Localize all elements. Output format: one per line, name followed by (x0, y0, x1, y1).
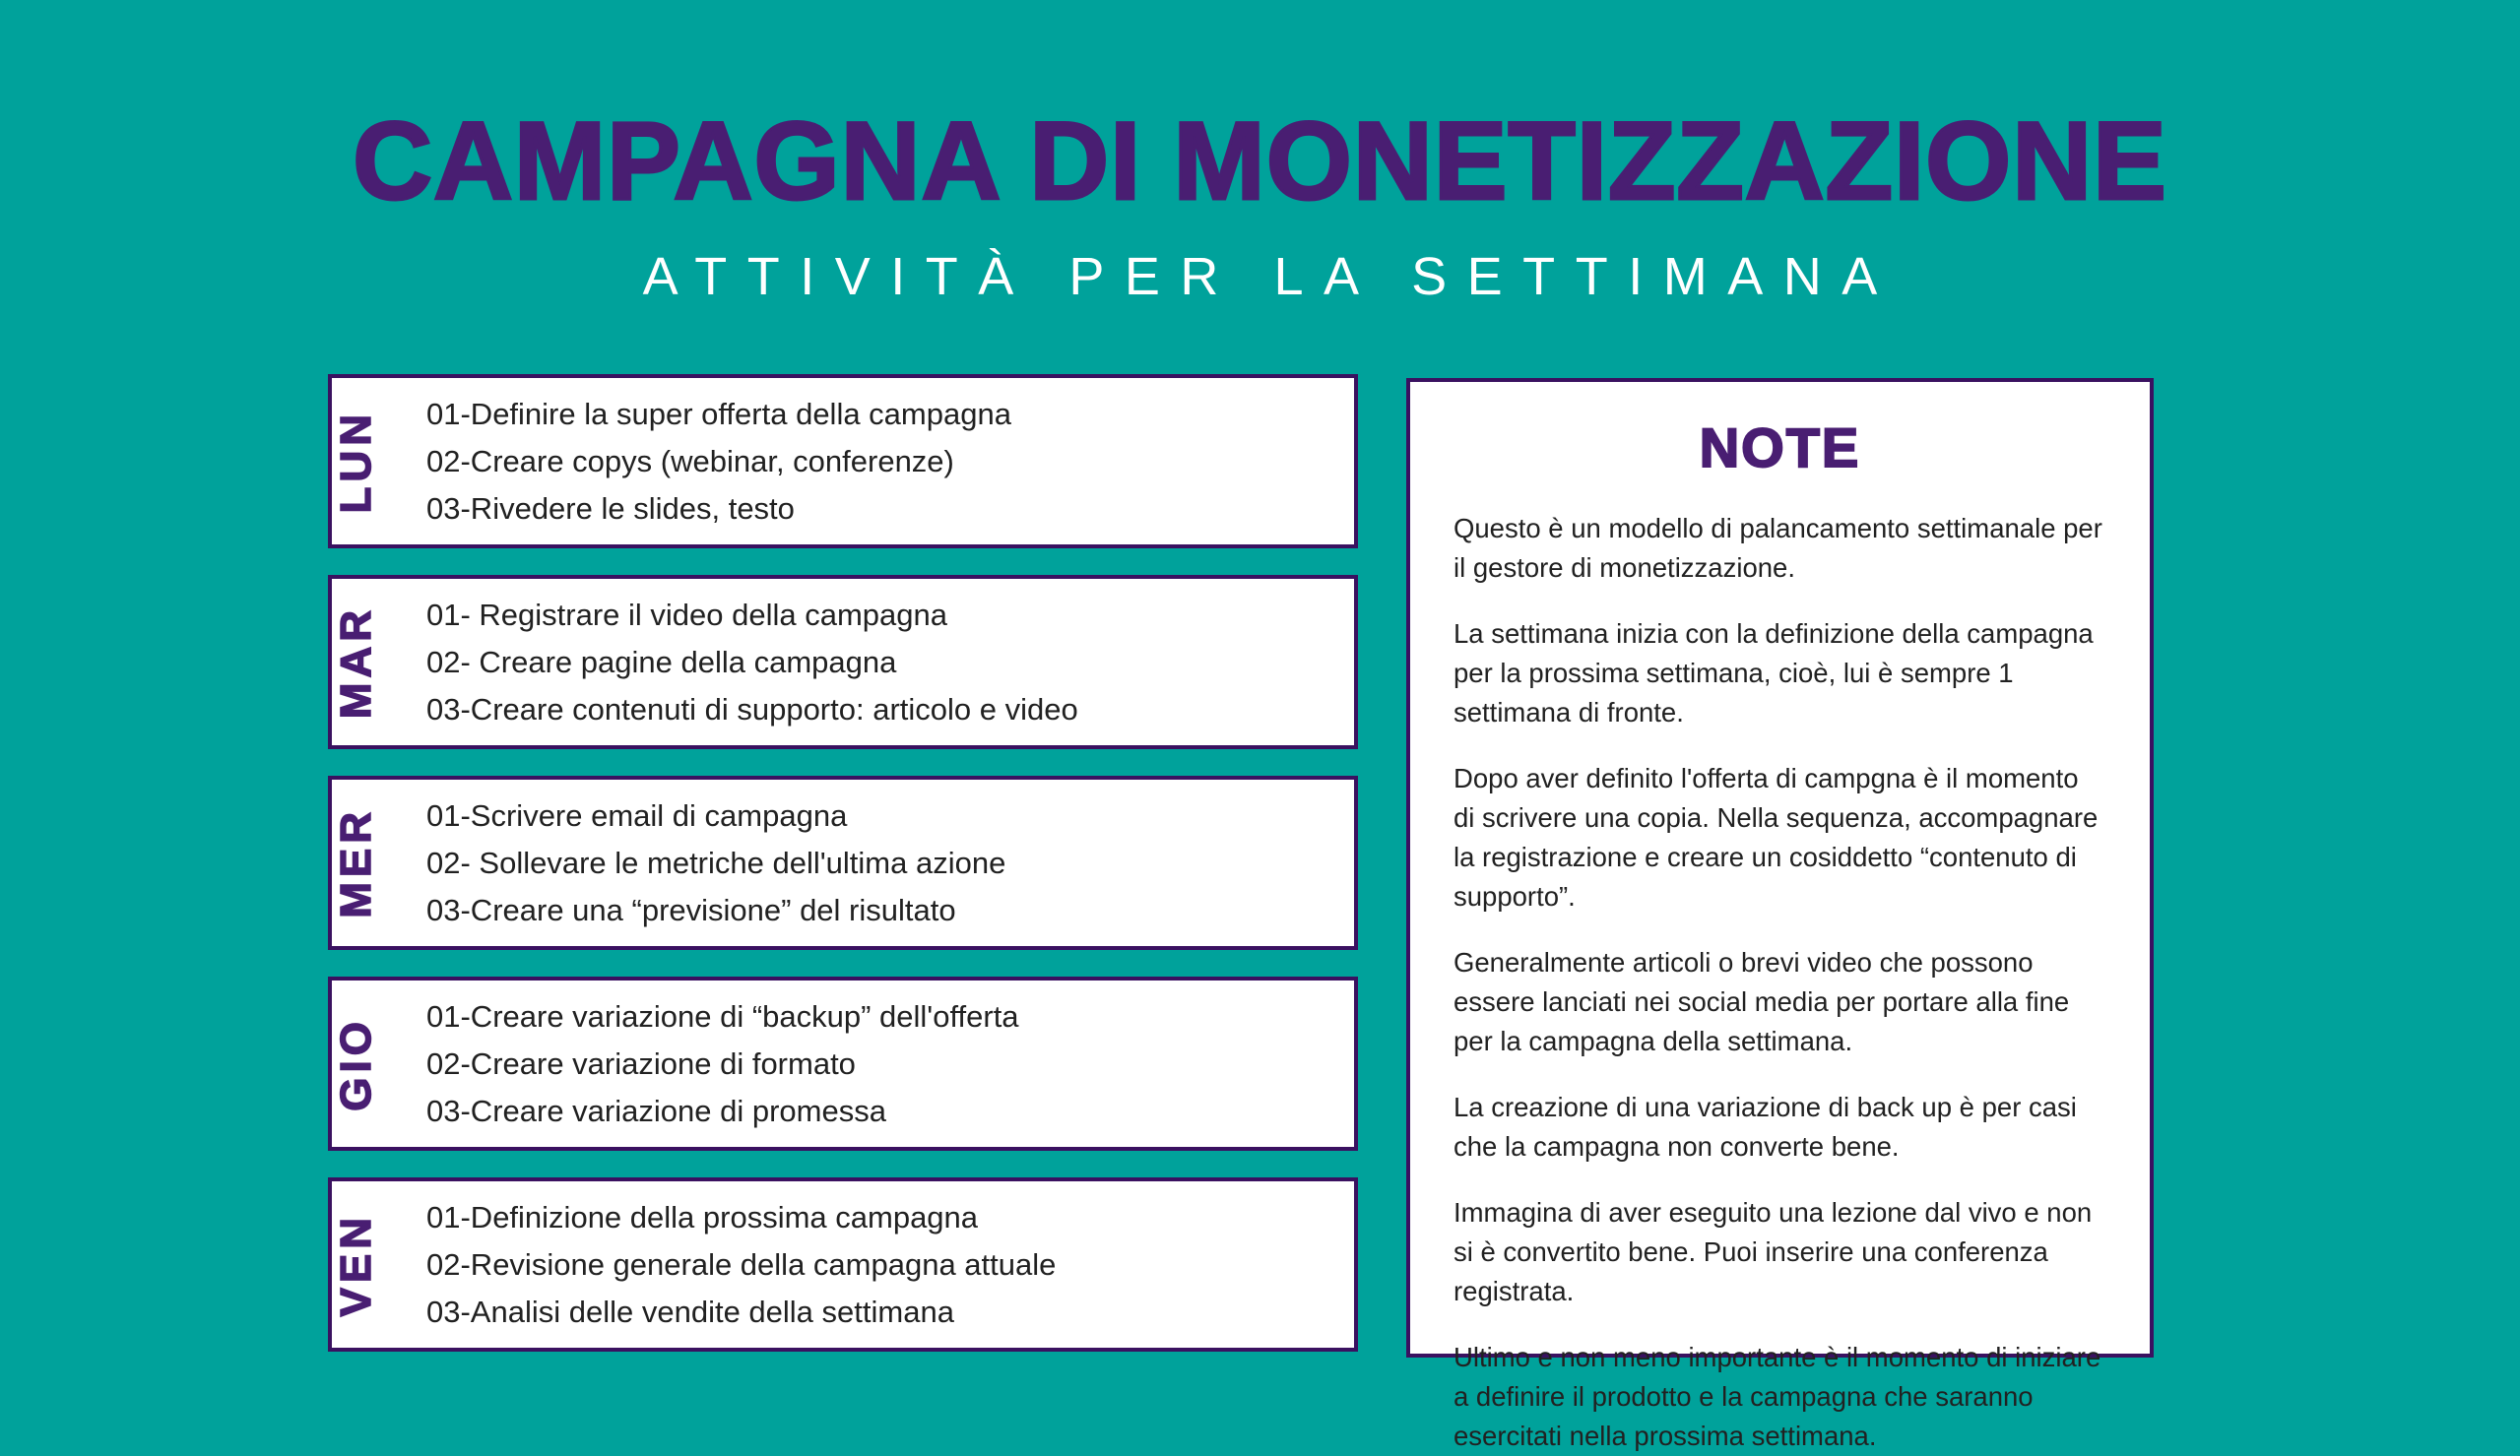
day-card-mer (328, 776, 1358, 950)
note-panel (1406, 378, 2154, 1451)
task-list-lun (426, 391, 1354, 533)
page-header (0, 0, 2520, 306)
task-item: 01- Registrare il video della campagna (426, 597, 948, 632)
note-title: NOTE (1699, 416, 1861, 478)
day-label-lun: LUN (332, 409, 380, 514)
task-item: 01-Definizione della prossima campagna (426, 1199, 979, 1234)
task-item: 03-Creare contenuti di supporto: articolo e video (426, 691, 1078, 727)
task-item: 03-Analisi delle vendite della settimana (426, 1294, 954, 1329)
day-card-ven (328, 1177, 1358, 1352)
note-paragraph: Questo è un modello di palancamento settimanale per il gestore di monetizzazione. (1454, 513, 2102, 583)
page-subtitle: ATTIVITÀ PER LA SETTIMANA (642, 247, 1898, 306)
task-list-ven (426, 1194, 1354, 1336)
note-paragraph: Generalmente articoli o brevi video che possono essere lanciati nei social media per portare alla fine per la campagna della settimana. (1454, 947, 2070, 1056)
task-item: 01-Creare variazione di “backup” dell'offerta (426, 998, 1019, 1034)
task-item: 02-Creare variazione di formato (426, 1045, 856, 1081)
task-item: 03-Creare una “previsione” del risultato (426, 892, 956, 927)
day-label-mer: MER (332, 807, 380, 918)
note-paragraph: Dopo aver definito l'offerta di campgna è il momento di scrivere una copia. Nella sequenza, accompagnare la registrazione e creare un cosiddetto “contenuto di supporto”. (1454, 763, 2099, 912)
task-item: 01-Scrivere email di campagna (426, 797, 848, 833)
note-paragraph: Immagina di aver eseguito una lezione dal vivo e non si è convertito bene. Puoi inserire una conferenza registrata. (1454, 1197, 2093, 1306)
task-item: 02- Sollevare le metriche dell'ultima azione (426, 845, 1006, 880)
task-item: 03-Creare variazione di promessa (426, 1093, 886, 1128)
task-item: 02- Creare pagine della campagna (426, 644, 897, 679)
task-list-mar (426, 592, 1354, 733)
task-list-mer (426, 792, 1354, 934)
task-item: 03-Rivedere le slides, testo (426, 490, 795, 526)
task-item: 02-Creare copys (webinar, conferenze) (426, 443, 954, 478)
day-label-mar: MAR (332, 604, 380, 720)
note-body (1410, 479, 2150, 1456)
note-paragraph: La settimana inizia con la definizione della campagna per la prossima settimana, cioè, lui è sempre 1 settimana di fronte. (1454, 618, 2094, 728)
task-item: 02-Revisione generale della campagna attuale (426, 1246, 1057, 1282)
day-label-ven: VEN (332, 1212, 380, 1317)
day-label-gio: GIO (332, 1016, 380, 1111)
page-title: CAMPAGNA DI MONETIZZAZIONE (353, 99, 2167, 222)
day-card-gio (328, 977, 1358, 1151)
note-paragraph: Ultimo e non meno importante è il momento di iniziare a definire il prodotto e la campagna che saranno esercitati nella prossima settimana. (1454, 1342, 2101, 1451)
day-card-mar (328, 575, 1358, 749)
task-item: 01-Definire la super offerta della campagna (426, 396, 1011, 431)
weekly-schedule (328, 374, 1358, 1378)
note-paragraph: La creazione di una variazione di back up è per casi che la campagna non converte bene. (1454, 1092, 2077, 1162)
day-card-lun (328, 374, 1358, 548)
task-list-gio (426, 993, 1354, 1135)
